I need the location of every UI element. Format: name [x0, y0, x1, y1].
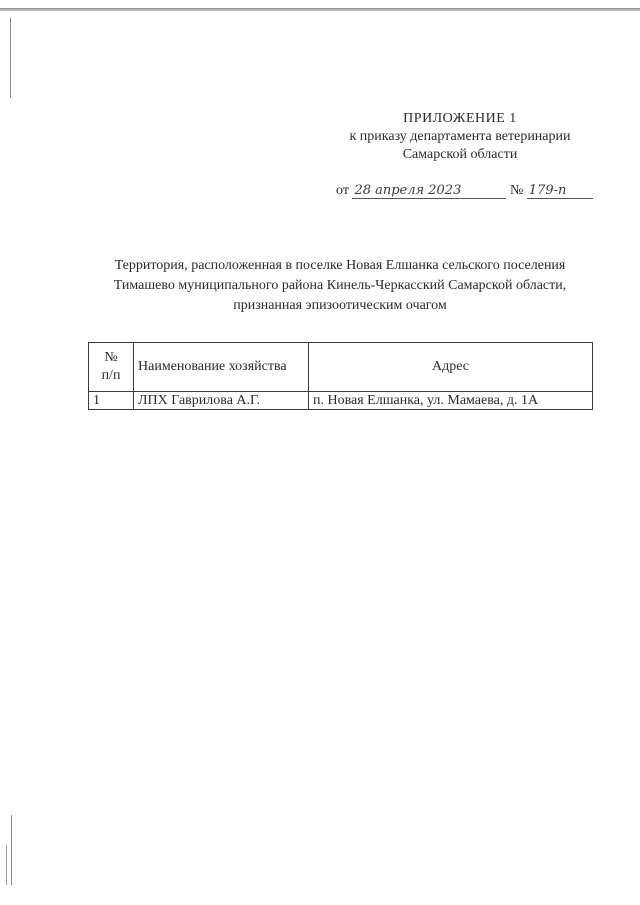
column-header-owner: Наименование хозяйства — [134, 343, 309, 392]
row-owner: ЛПХ Гаврилова А.Г. — [134, 392, 309, 410]
column-header-number-sign: № — [104, 350, 118, 365]
order-date-handwritten: 28 апреля 2023 — [352, 184, 506, 199]
document-heading — [80, 256, 600, 316]
order-number-label: № — [509, 183, 524, 198]
appendix-block — [300, 110, 620, 164]
column-header-number — [89, 343, 134, 392]
table-row — [89, 392, 593, 410]
row-number: 1 — [89, 392, 134, 410]
heading-line: Территория, расположенная в поселке Новая Елшанка сельского поселения — [114, 258, 566, 273]
order-number-handwritten: 179-п — [527, 184, 593, 199]
scan-left-edge-mark — [10, 18, 11, 98]
table-header-row — [89, 343, 593, 392]
order-from-label: от — [336, 183, 349, 198]
outbreak-table — [88, 342, 593, 410]
heading-line: Тимашево муниципального района Кинель-Черкасский Самарской области, — [113, 278, 567, 293]
scan-left-edge-mark — [11, 815, 12, 885]
heading-line: признанная эпизоотическим очагом — [233, 298, 447, 313]
row-address: п. Новая Елшанка, ул. Мамаева, д. 1А — [309, 392, 593, 410]
appendix-title: ПРИЛОЖЕНИЕ 1 — [403, 111, 517, 126]
scan-left-edge-mark — [6, 845, 7, 885]
column-header-address: Адрес — [309, 343, 593, 392]
appendix-line-region: Самарской области — [402, 147, 518, 162]
scan-top-edge — [0, 8, 640, 11]
order-reference — [336, 183, 593, 199]
column-header-number-label: п/п — [101, 368, 121, 383]
appendix-line-order: к приказу департамента ветеринарии — [349, 129, 571, 144]
